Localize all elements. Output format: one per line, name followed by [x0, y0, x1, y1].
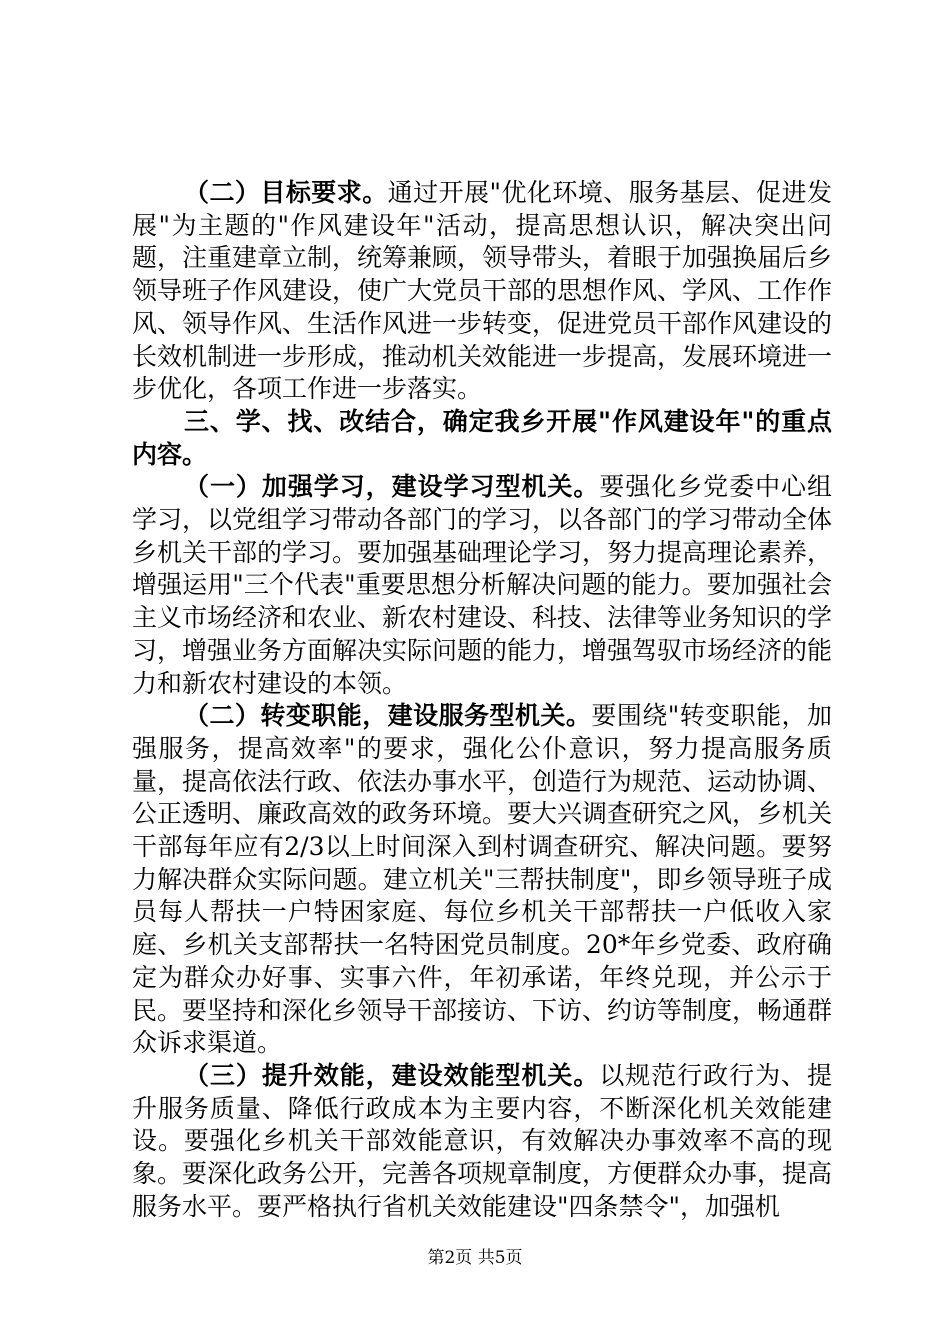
- section-heading-three: [132, 406, 832, 471]
- paragraph-efficiency-organ: [132, 1060, 832, 1224]
- section-heading-text: 三、学、找、改结合，确定我乡开展"作风建设年"的重点内容。: [132, 406, 832, 469]
- page-number-footer: 第2页 共5页: [427, 1248, 523, 1268]
- paragraph-lead: （二）目标要求。: [184, 178, 388, 207]
- paragraph-lead: （二）转变职能，建设服务型机关。: [184, 701, 592, 731]
- paragraph-text: 要围绕"转变职能，加强服务，提高效率"的要求，强化公仆意识，努力提高服务质量，提高依法行政、依法办事水平，创造行为规范、运动协调、公正透明、廉政高效的政务环境。要大兴调查研究之风，乡机关干部每年应有2/3以上时间深入到村调查研究、解决问题。要努力解决群众实际问题。建立机关"三帮扶制度"，即乡领导班子成员每人帮扶一户特困家庭、每位乡机关干部帮扶一户低收入家庭、乡机关支部帮扶一名特困党员制度。20*年乡党委、政府确定为群众办好事、实事六件，年初承诺，年终兑现，并公示于民。要坚持和深化乡领导干部接访、下访、约访等制度，畅通群众诉求渠道。: [132, 701, 833, 1058]
- paragraph-text: 以规范行政行为、提升服务质量、降低行政成本为主要内容，不断深化机关效能建设。要强化乡机关干部效能意识，有效解决办事效率不高的现象。要深化政务公开，完善各项规章制度，方便群众办事，提高服务水平。要严格执行省机关效能建设"四条禁令"，加强机: [132, 1060, 833, 1221]
- paragraph-goal-requirements: [132, 177, 832, 406]
- paragraph-text: 通过开展"优化环境、服务基层、促进发展"为主题的"作风建设年"活动，提高思想认识，解决突出问题，注重建章立制，统筹兼顾，领导带头，着眼于加强换届后乡领导班子作风建设，使广大党员干部的思想作风、学风、工作作风、领导作风、生活作风进一步转变，促进党员干部作风建设的长效机制进一步形成，推动机关效能进一步提高，发展环境进一步优化，各项工作进一步落实。: [132, 178, 833, 404]
- paragraph-text: 要强化乡党委中心组学习，以党组学习带动各部门的学习，以各部门的学习带动全体乡机关干部的学习。要加强基础理论学习，努力提高理论素养，增强运用"三个代表"重要思想分析解决问题的能力。要加强社会主义市场经济和农业、新农村建设、科技、法律等业务知识的学习，增强业务方面解决实际问题的能力，增强驾驭市场经济的能力和新农村建设的本领。: [132, 472, 833, 698]
- paragraph-lead: （一）加强学习，建设学习型机关。: [184, 472, 600, 502]
- paragraph-lead: （三）提升效能，建设效能型机关。: [184, 1060, 600, 1090]
- paragraph-learning-organ: [132, 471, 832, 700]
- paragraph-service-organ: [132, 700, 832, 1060]
- document-body: [132, 177, 832, 1224]
